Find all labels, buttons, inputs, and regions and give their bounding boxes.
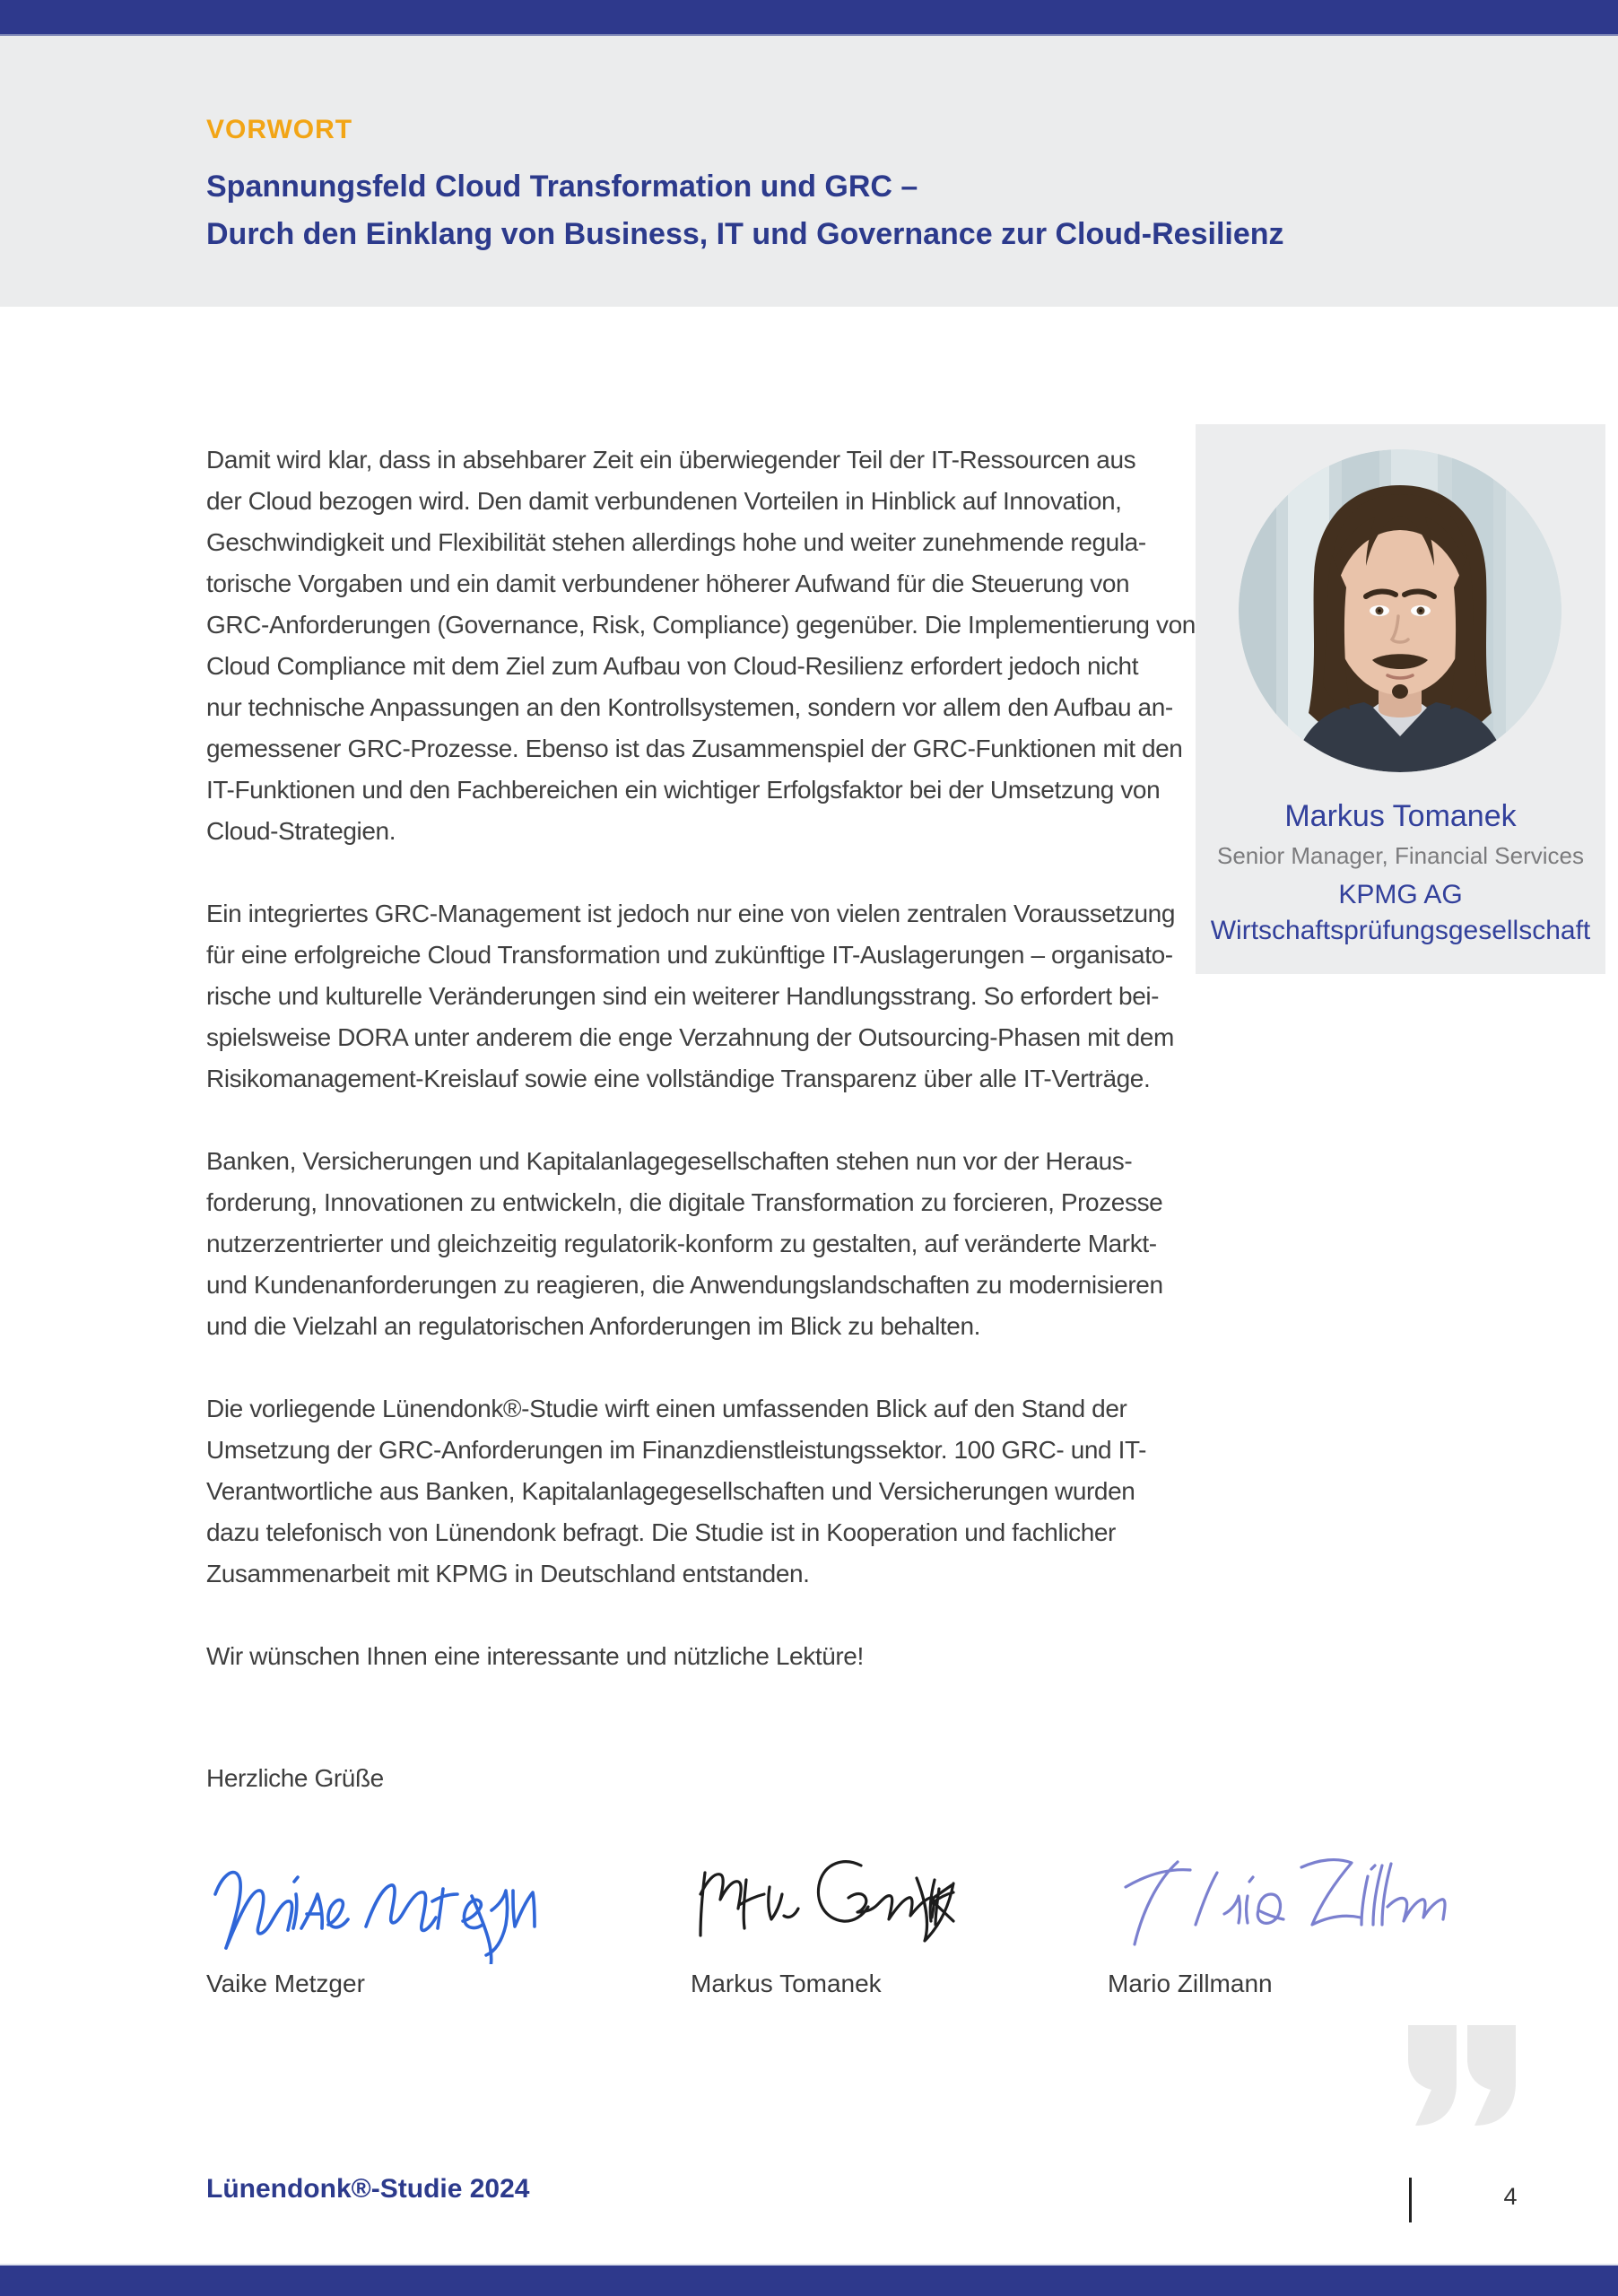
section-kicker: VORWORT	[206, 115, 353, 144]
signatory-name: Mario Zillmann	[1108, 1970, 1273, 1997]
author-name: Markus Tomanek	[1284, 799, 1517, 833]
author-company-suffix: Wirtschaftsprüfungsgesellschaft	[1210, 916, 1591, 945]
signature-ink-markus-tomanek	[691, 1839, 960, 1964]
closing-line: Wir wünschen Ihnen eine interessante und nützliche Lektüre!	[206, 1642, 864, 1670]
footer-study-label: Lünendonk®-Studie 2024	[206, 2174, 530, 2204]
author-profile-card	[1196, 424, 1605, 974]
signatory-name: Markus Tomanek	[691, 1970, 882, 1997]
paragraph: Ein integriertes GRC-Management ist jedoch nur eine von vielen zentralen Voraussetzung für eine erfolgreiche Cloud Transformation und zukünftige IT-Auslagerungen – organisato- rische und kulturelle Veränderungen sind ein weiterer Handlungsstrang. So erfordert bei- spielsweise DORA unter anderem die enge Verzahnung der Outsourcing-Phasen mit dem Risikomanagement-Kreislauf sowie eine vollständige Transparenz über alle IT-Verträge.	[206, 900, 1175, 1092]
signature-block	[206, 1839, 547, 1997]
paragraph: Die vorliegende Lünendonk®-Studie wirft einen umfassenden Blick auf den Stand der Umsetzung der GRC-Anforderungen im Finanzdienstleistungssektor. 100 GRC- und IT- Verantwortliche aus Banken, Kapitalanlagegesellschaften und Versicherungen wurden dazu telefonisch von Lünendonk befragt. Die Studie ist in Kooperation und fachlicher Zusammenarbeit mit KPMG in Deutschland entstanden.	[206, 1395, 1147, 1587]
portrait-illustration	[1239, 449, 1561, 772]
salutation: Herzliche Grüße	[206, 1764, 384, 1792]
closing-quote-icon	[1408, 2025, 1518, 2126]
author-company: KPMG AG	[1338, 880, 1463, 909]
paragraph: Damit wird klar, dass in absehbarer Zeit ein überwiegender Teil der IT-Ressourcen aus der Cloud bezogen wird. Den damit verbundenen Vorteilen in Hinblick auf Innovation, Geschwindigkeit und Flexibilität stehen allerdings hohe und weiter zunehmende regula- torische Vorgaben und ein damit verbundener höherer Aufwand für die Steuerung von GRC-Anforderungen (Governance, Risk, Compliance) gegenüber. Die Implementierung von Cloud Compliance mit dem Ziel zum Aufbau von Cloud-Resilienz erfordert jedoch nicht nur technische Anpassungen an den Kontrollsystemen, sondern vor allem den Aufbau an- gemessener GRC-Prozesse. Ebenso ist das Zusammenspiel der GRC-Funktionen mit den IT-Funktionen und den Fachbereichen ein wichtiger Erfolgsfaktor bei der Umsetzung von Cloud-Strategien.	[206, 446, 1196, 845]
paragraph: Banken, Versicherungen und Kapitalanlagegesellschaften stehen nun vor der Heraus- forderung, Innovationen zu entwickeln, die digitale Transformation zu forcieren, Prozesse nutzerzentrierter und gleichzeitig regulatorik-konform zu gestalten, auf veränderte Markt- und Kundenanforderungen zu reagieren, die Anwendungslandschaften zu modernisieren und die Vielzahl an regulatorischen Anforderungen im Blick zu behalten.	[206, 1147, 1163, 1340]
signature-ink-mario-zillmann	[1108, 1839, 1448, 1964]
page-number: 4	[1503, 2183, 1518, 2210]
page-title: Spannungsfeld Cloud Transformation und GRC – Durch den Einklang von Business, IT und Governance zur Cloud-Resilienz	[206, 170, 1284, 251]
header-band	[0, 36, 1618, 307]
bottom-brand-bar	[0, 2264, 1618, 2296]
signature-block	[691, 1839, 960, 1997]
signature-row	[0, 1839, 1618, 2000]
signature-block	[1108, 1839, 1448, 1997]
author-role: Senior Manager, Financial Services	[1217, 842, 1584, 869]
top-brand-bar	[0, 0, 1618, 36]
article-body	[206, 439, 1196, 1840]
signatory-name: Vaike Metzger	[206, 1970, 365, 1997]
signature-ink-vaike-metzger	[206, 1839, 547, 1964]
author-portrait	[1239, 449, 1561, 772]
footer-divider	[1409, 2178, 1412, 2222]
